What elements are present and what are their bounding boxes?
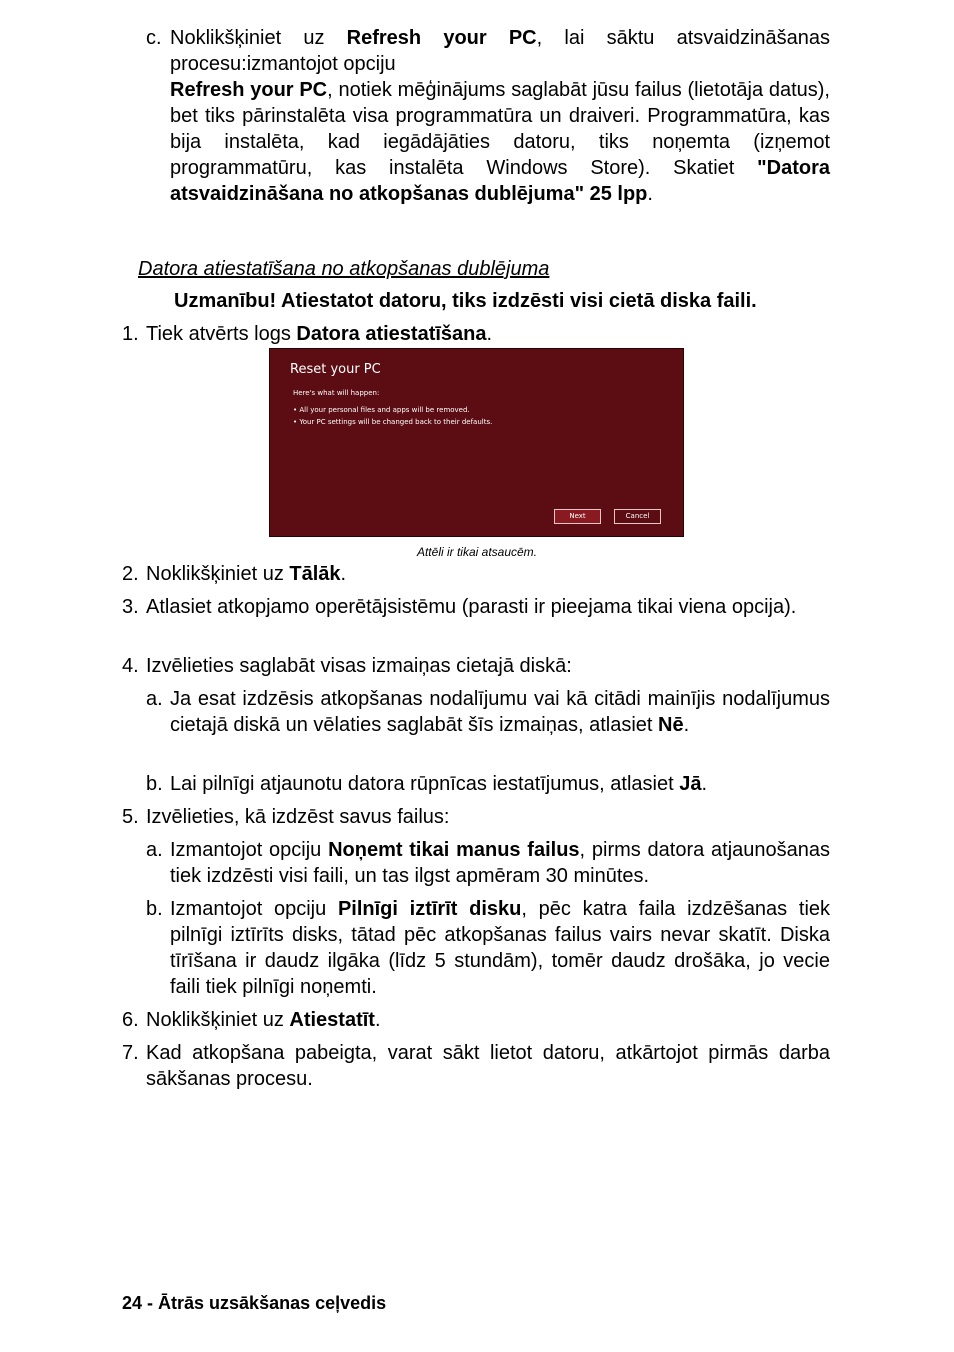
step-5b: b. Izmantojot opciju Pilnīgi iztīrīt disku, pēc katra faila izdzēšanas tiek pilnīgi iztīrīts disks, tātad pēc atkopšanas failus vairs nevar skatīt. Diska tīrīšana ir daudz ilgāka (līdz 5 stundām), tomēr daudz drošāka, jo vecie faili tiek pilnīgi noņemti. [146, 898, 831, 998]
warning-text: Uzmanību! Atiestatot datoru, tiks izdzēsti visi cietā diska faili. [174, 290, 757, 312]
bold-term: Refresh your PC [346, 27, 537, 49]
step-3: 3. Atlasiet atkopjamo operētājsistēmu (parasti ir pieejama tikai viena opcija). [122, 596, 797, 618]
step-5: 5. Izvēlieties, kā izdzēst savus failus: [122, 806, 450, 828]
dialog-subtitle: Here's what will happen: [293, 389, 380, 397]
image-caption: Attēli ir tikai atsaucēm. [416, 545, 538, 559]
step-5a: a. Izmantojot opciju Noņemt tikai manus failus, pirms datora atjaunošanas tiek izdzēsti visi faili, un tas ilgst apmēram 30 minūtes. [146, 839, 830, 887]
bold-term: Refresh your PC [170, 79, 328, 101]
dialog-title: Reset your PC [290, 362, 381, 377]
dialog-bullet: • Your PC settings will be changed back to their defaults. [293, 418, 493, 426]
page-footer: 24 - Ātrās uzsākšanas ceļvedis [122, 1293, 387, 1313]
step-7: 7. Kad atkopšana pabeigta, varat sākt lietot datoru, atkārtojot pirmās darba sākšanas procesu. [122, 1042, 830, 1090]
step-4: 4. Izvēlieties saglabāt visas izmaiņas cietajā diskā: [122, 655, 572, 677]
dialog-bullet: • All your personal files and apps will be removed. [293, 406, 470, 414]
paragraph: Noklikšķiniet uz Refresh your PC, lai sāktu atsvaidzināšanas procesu:izmantojot opciju Refresh your PC, notiek mēģinājums saglabāt jūsu failus (lietotāja datus), bet tiks pārinstalēta visa programmatūra un draiveri. Programmatūra, kas bija instalēta, kad iegādājāties datoru, tiks noņemta (izņemot programmatūru, kas instalēta Windows Store). Skatiet "Datora atsvaidzināšana no atkopšanas dublējuma" 25 lpp. [170, 27, 831, 205]
step-1: 1. Tiek atvērts logs Datora atiestatīšana. [122, 323, 493, 345]
item-marker: c. [146, 27, 162, 49]
step-6: 6. Noklikšķiniet uz Atiestatīt. [122, 1009, 381, 1031]
step-4b: b. Lai pilnīgi atjaunotu datora rūpnīcas iestatījumus, atlasiet Jā. [146, 773, 708, 795]
cross-reference: "Datora atsvaidzināšana no atkopšanas dublējuma" 25 lpp [170, 157, 830, 205]
list-item-c [146, 25, 830, 207]
step-4a: a. Ja esat izdzēsis atkopšanas nodalījumu vai kā citādi mainījis nodalījumus cietajā diskā un vēlaties saglabāt šīs izmaiņas, atlasiet Nē. [146, 688, 830, 736]
next-button: Next [554, 509, 601, 524]
cancel-button: Cancel [614, 509, 661, 524]
section-heading: Datora atiestatīšana no atkopšanas dublējuma [138, 258, 550, 280]
step-2: 2. Noklikšķiniet uz Tālāk. [122, 563, 347, 585]
reset-pc-screenshot [269, 348, 684, 537]
